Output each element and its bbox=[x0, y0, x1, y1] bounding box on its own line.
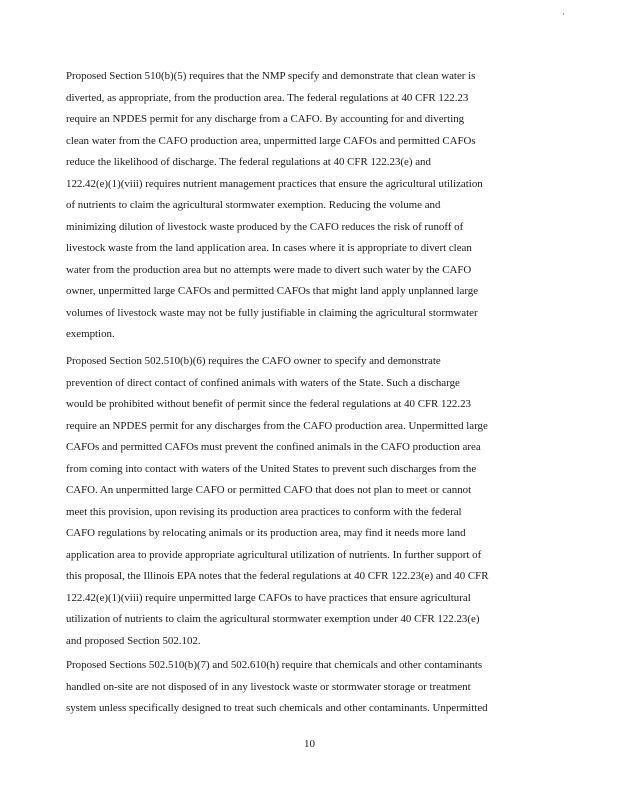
text-line: CAFO. An unpermitted large CAFO or permitted CAFO that does not plan to meet or cannot bbox=[66, 484, 472, 496]
text-line: this proposal, the Illinois EPA notes that the federal regulations at 40 CFR 122.23(e) and 40 CFR bbox=[66, 570, 489, 582]
text-line: of nutrients to claim the agricultural stormwater exemption. Reducing the volume and bbox=[66, 199, 441, 211]
text-line: Proposed Section 502.510(b)(6) requires the CAFO owner to specify and demonstrate bbox=[66, 355, 441, 367]
text-line: would be prohibited without benefit of permit since the federal regulations at 40 CFR 122.23 bbox=[66, 398, 471, 410]
text-line: handled on-site are not disposed of in any livestock waste or stormwater storage or treatment bbox=[66, 680, 471, 693]
text-line: require an NPDES permit for any discharge from a CAFO. By accounting for and diverting bbox=[66, 113, 465, 125]
text-line: water from the production area but no attempts were made to divert such water by the CAFO bbox=[66, 263, 472, 276]
paragraph-section-510-b-5 bbox=[66, 66, 552, 346]
text-line: minimizing dilution of livestock waste produced by the CAFO reduces the risk of runoff of bbox=[66, 220, 464, 233]
paragraph-section-502-510-b-6 bbox=[66, 351, 552, 652]
text-line: 122.42(e)(1)(viii) require unpermitted large CAFOs to have practices that ensure agricultural bbox=[66, 591, 471, 604]
text-line: reduce the likelihood of discharge. The federal regulations at 40 CFR 122.23(e) and bbox=[66, 156, 431, 168]
text-line: exemption. bbox=[66, 328, 115, 340]
text-line: CAFO regulations by relocating animals or its production area, may find it needs more land bbox=[66, 527, 466, 539]
text-line: from coming into contact with waters of the United States to prevent such discharges from the bbox=[66, 462, 477, 475]
corner-mark: · bbox=[562, 9, 565, 19]
text-line: and proposed Section 502.102. bbox=[66, 634, 201, 647]
text-line: diverted, as appropriate, from the production area. The federal regulations at 40 CFR 122.23 bbox=[66, 91, 469, 104]
text-line: Proposed Section 510(b)(5) requires that the NMP specify and demonstrate that clean water is bbox=[66, 70, 476, 82]
page-number: 10 bbox=[304, 738, 315, 750]
text-line: clean water from the CAFO production area, unpermitted large CAFOs and permitted CAFOs bbox=[66, 134, 476, 147]
text-line: application area to provide appropriate agricultural utilization of nutrients. In further support of bbox=[66, 548, 482, 561]
text-line: 122.42(e)(1)(viii) requires nutrient management practices that ensure the agricultural utilization bbox=[66, 177, 483, 190]
text-line: prevention of direct contact of confined animals with waters of the State. Such a discharge bbox=[66, 376, 460, 389]
text-line: volumes of livestock waste may not be fully justifiable in claiming the agricultural stormwater bbox=[66, 306, 478, 319]
text-line: CAFOs and permitted CAFOs must prevent the confined animals in the CAFO production area bbox=[66, 441, 481, 453]
text-line: owner, unpermitted large CAFOs and permitted CAFOs that might land apply unplanned large bbox=[66, 285, 479, 297]
text-line: utilization of nutrients to claim the agricultural stormwater exemption under 40 CFR 122.23(e) bbox=[66, 613, 480, 625]
text-line: livestock waste from the land application area. In cases where it is appropriate to divert clean bbox=[66, 242, 472, 254]
text-line: Proposed Sections 502.510(b)(7) and 502.610(h) require that chemicals and other contaminants bbox=[66, 659, 483, 671]
text-line: require an NPDES permit for any discharges from the CAFO production area. Unpermitted large bbox=[66, 419, 488, 432]
text-line: system unless specifically designed to treat such chemicals and other contaminants. Unpermitted bbox=[66, 702, 488, 714]
text-line: meet this provision, upon revising its production area practices to conform with the federal bbox=[66, 505, 462, 518]
paragraph-sections-502-510-b-7 bbox=[66, 655, 552, 720]
